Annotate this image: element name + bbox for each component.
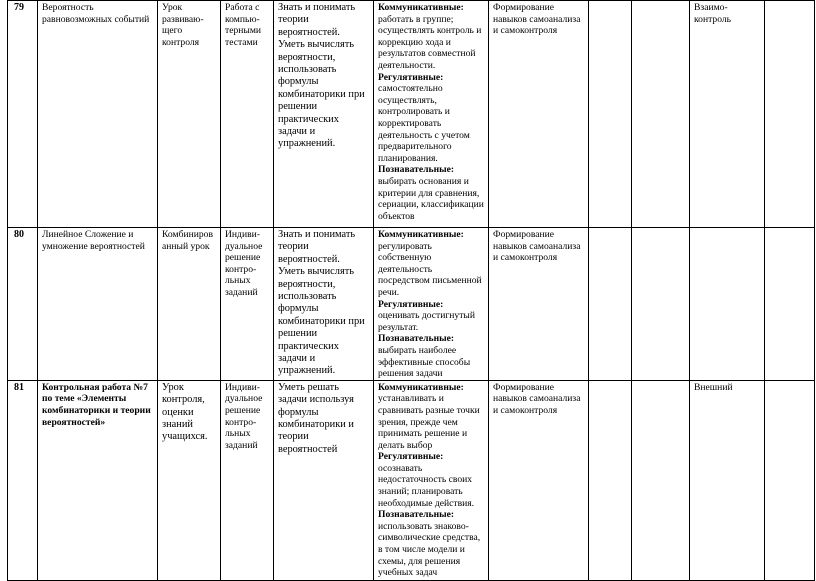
empty-cell [589, 1, 632, 228]
lesson-type: Урок развиваю-щего контроля [158, 1, 221, 228]
empty-cell [632, 228, 690, 381]
lesson-plan-table [7, 0, 815, 581]
uud-text: самостоятельно осуществлять, контролировать и корректировать деятельность с учетом предварительного планирования. [378, 83, 470, 164]
uud-label: Познавательные: [378, 509, 455, 521]
uud-text: работать в группе; осуществлять контроль и коррекцию хода и результатов совместной деятельности. [378, 13, 482, 71]
lesson-topic: Контрольная работа №7 по теме «Элементы комбинаторики и теории вероятностей» [38, 380, 158, 580]
control-type: Внешний [690, 380, 765, 580]
activity-form: Индиви-дуальное решение контро-льных заданий [221, 228, 274, 381]
uud-text: выбирать основания и критерии для сравнения, сериации, классификации объектов [378, 175, 484, 222]
empty-cell [765, 1, 815, 228]
control-type: Взаимо-контроль [690, 1, 765, 228]
empty-cell [589, 228, 632, 381]
table-row [8, 228, 815, 381]
table-row [8, 1, 815, 228]
empty-cell [589, 380, 632, 580]
uud-text: выбирать наиболее эффективные способы решения задачи [378, 344, 471, 380]
subject-results: Знать и понимать теории вероятностей. Уметь вычислять вероятности, использовать формулы комбинаторики при решении практических задачи и упражнений. [274, 228, 374, 381]
lesson-number: 81 [8, 380, 38, 580]
uud-label: Познавательные: [378, 333, 455, 345]
uud-text: осознавать недостаточность своих знаний; планировать необходимые действия. [378, 462, 475, 509]
lesson-number: 80 [8, 228, 38, 381]
uud-text: оценивать достигнутый результат. [378, 310, 475, 333]
lesson-number: 79 [8, 1, 38, 228]
uud-cell [374, 1, 489, 228]
control-type [690, 228, 765, 381]
uud-label: Коммуникативные: [378, 2, 464, 13]
empty-cell [632, 380, 690, 580]
uud-text: устанавливать и сравнивать разные точки зрения, прежде чем принимать решение и делать выбор [378, 393, 480, 451]
empty-cell [632, 1, 690, 228]
lesson-type: Урок контроля, оценки знаний учащихся. [158, 380, 221, 580]
uud-cell [374, 380, 489, 580]
uud-label: Коммуникативные: [378, 381, 464, 393]
empty-cell [765, 228, 815, 381]
uud-text: регулировать собственную деятельность посредством письменной речи. [378, 240, 482, 298]
personal-results: Формирование навыков самоанализа и самоконтроля [489, 380, 589, 580]
lesson-topic: Вероятность равновозможных событий [38, 1, 158, 228]
lesson-type: Комбиниров анный урок [158, 228, 221, 381]
table-row [8, 380, 815, 580]
lesson-topic: Линейное Сложение и умножение вероятностей [38, 228, 158, 381]
uud-label: Регулятивные: [378, 298, 444, 310]
personal-results: Формирование навыков самоанализа и самоконтроля [489, 228, 589, 381]
activity-form: Индиви-дуальное решение контро-льных заданий [221, 380, 274, 580]
uud-text: использовать знаково-символические средства, в том числе модели и схемы, для решения учебных задач [378, 520, 481, 579]
uud-label: Регулятивные: [378, 71, 444, 83]
uud-cell [374, 228, 489, 381]
uud-label: Коммуникативные: [378, 229, 464, 240]
activity-form: Работа с компью-терными тестами [221, 1, 274, 228]
empty-cell [765, 380, 815, 580]
personal-results: Формирование навыков самоанализа и самоконтроля [489, 1, 589, 228]
uud-label: Регулятивные: [378, 451, 444, 463]
uud-label: Познавательные: [378, 164, 455, 176]
subject-results: Уметь решать задачи используя формулы комбинаторики и теории вероятностей [274, 380, 374, 580]
subject-results: Знать и понимать теории вероятностей. Уметь вычислять вероятности, использовать формулы комбинаторики при решении практических задачи и упражнений. [274, 1, 374, 228]
